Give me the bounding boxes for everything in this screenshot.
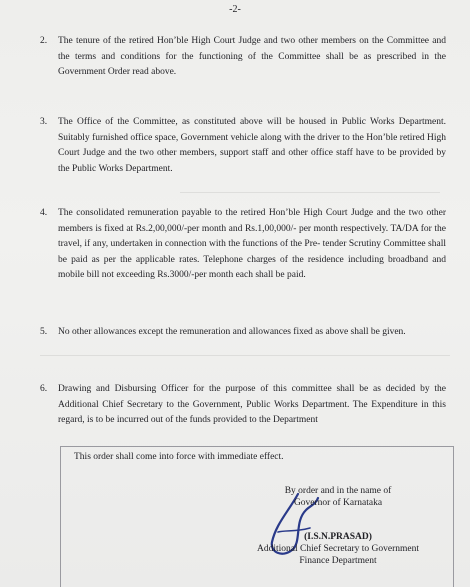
paragraph-5	[40, 325, 446, 341]
paragraph-text: Drawing and Disbursing Officer for the purpose of this committee shall be as decided by the Additional Chief Secretary to the Government, Public Works Department. The Expenditure in this regard, is to be incurred out of the funds provided to the Department	[58, 384, 446, 425]
bleed-through-line	[40, 355, 450, 356]
order-statement: This order shall come into force with immediate effect.	[74, 452, 284, 462]
paragraph-4	[40, 206, 446, 284]
signature-line-1: By order and in the name of	[284, 486, 392, 496]
paragraph-text: No other allowances except the remuneration and allowances fixed as above shall be given.	[58, 327, 406, 337]
signature-line-2: Governor of Karnataka	[293, 498, 383, 508]
signature-block	[228, 485, 448, 567]
bleed-through-line	[180, 192, 440, 193]
signatory-designation: Additional Chief Secretary to Government	[257, 544, 419, 554]
signatory-department: Finance Department	[299, 556, 377, 566]
paragraph-number: 2.	[40, 36, 48, 46]
paragraph-number: 5.	[40, 327, 48, 337]
paragraph-number: 3.	[40, 117, 48, 127]
paragraph-number: 4.	[40, 208, 48, 218]
paragraph-2	[40, 34, 446, 81]
paragraph-text: The tenure of the retired Hon’ble High Court Judge and two other members on the Committee and the terms and conditions for the functioning of the Committee shall be as prescribed in the Government Order read above.	[58, 36, 446, 77]
page-number: -2-	[229, 4, 241, 15]
paragraph-text: The Office of the Committee, as constituted above will be housed in Public Works Department. Suitably furnished office space, Government vehicle along with the driver to the Hon’ble retired High Court Judge and the two other members, support staff and other office staff have to be provided by the Public Works Department.	[58, 117, 446, 174]
paragraph-3	[40, 115, 446, 177]
signatory-name: (I.S.N.PRASAD)	[304, 532, 372, 542]
paragraph-number: 6.	[40, 384, 48, 394]
paragraph-text: The consolidated remuneration payable to the retired Hon’ble High Court Judge and the two other members is fixed at Rs.2,00,000/-per month and Rs.1,00,000/- per month respectively. TA/DA for the travel, if any, undertaken in connection with the functions of the Pre- tender Scrutiny Committee shall be paid as per the applicable rates. Telephone charges of the residence including broadband and mobile bill not exceeding Rs.3000/-per month each shall be paid.	[58, 208, 446, 280]
paragraph-6	[40, 382, 446, 429]
